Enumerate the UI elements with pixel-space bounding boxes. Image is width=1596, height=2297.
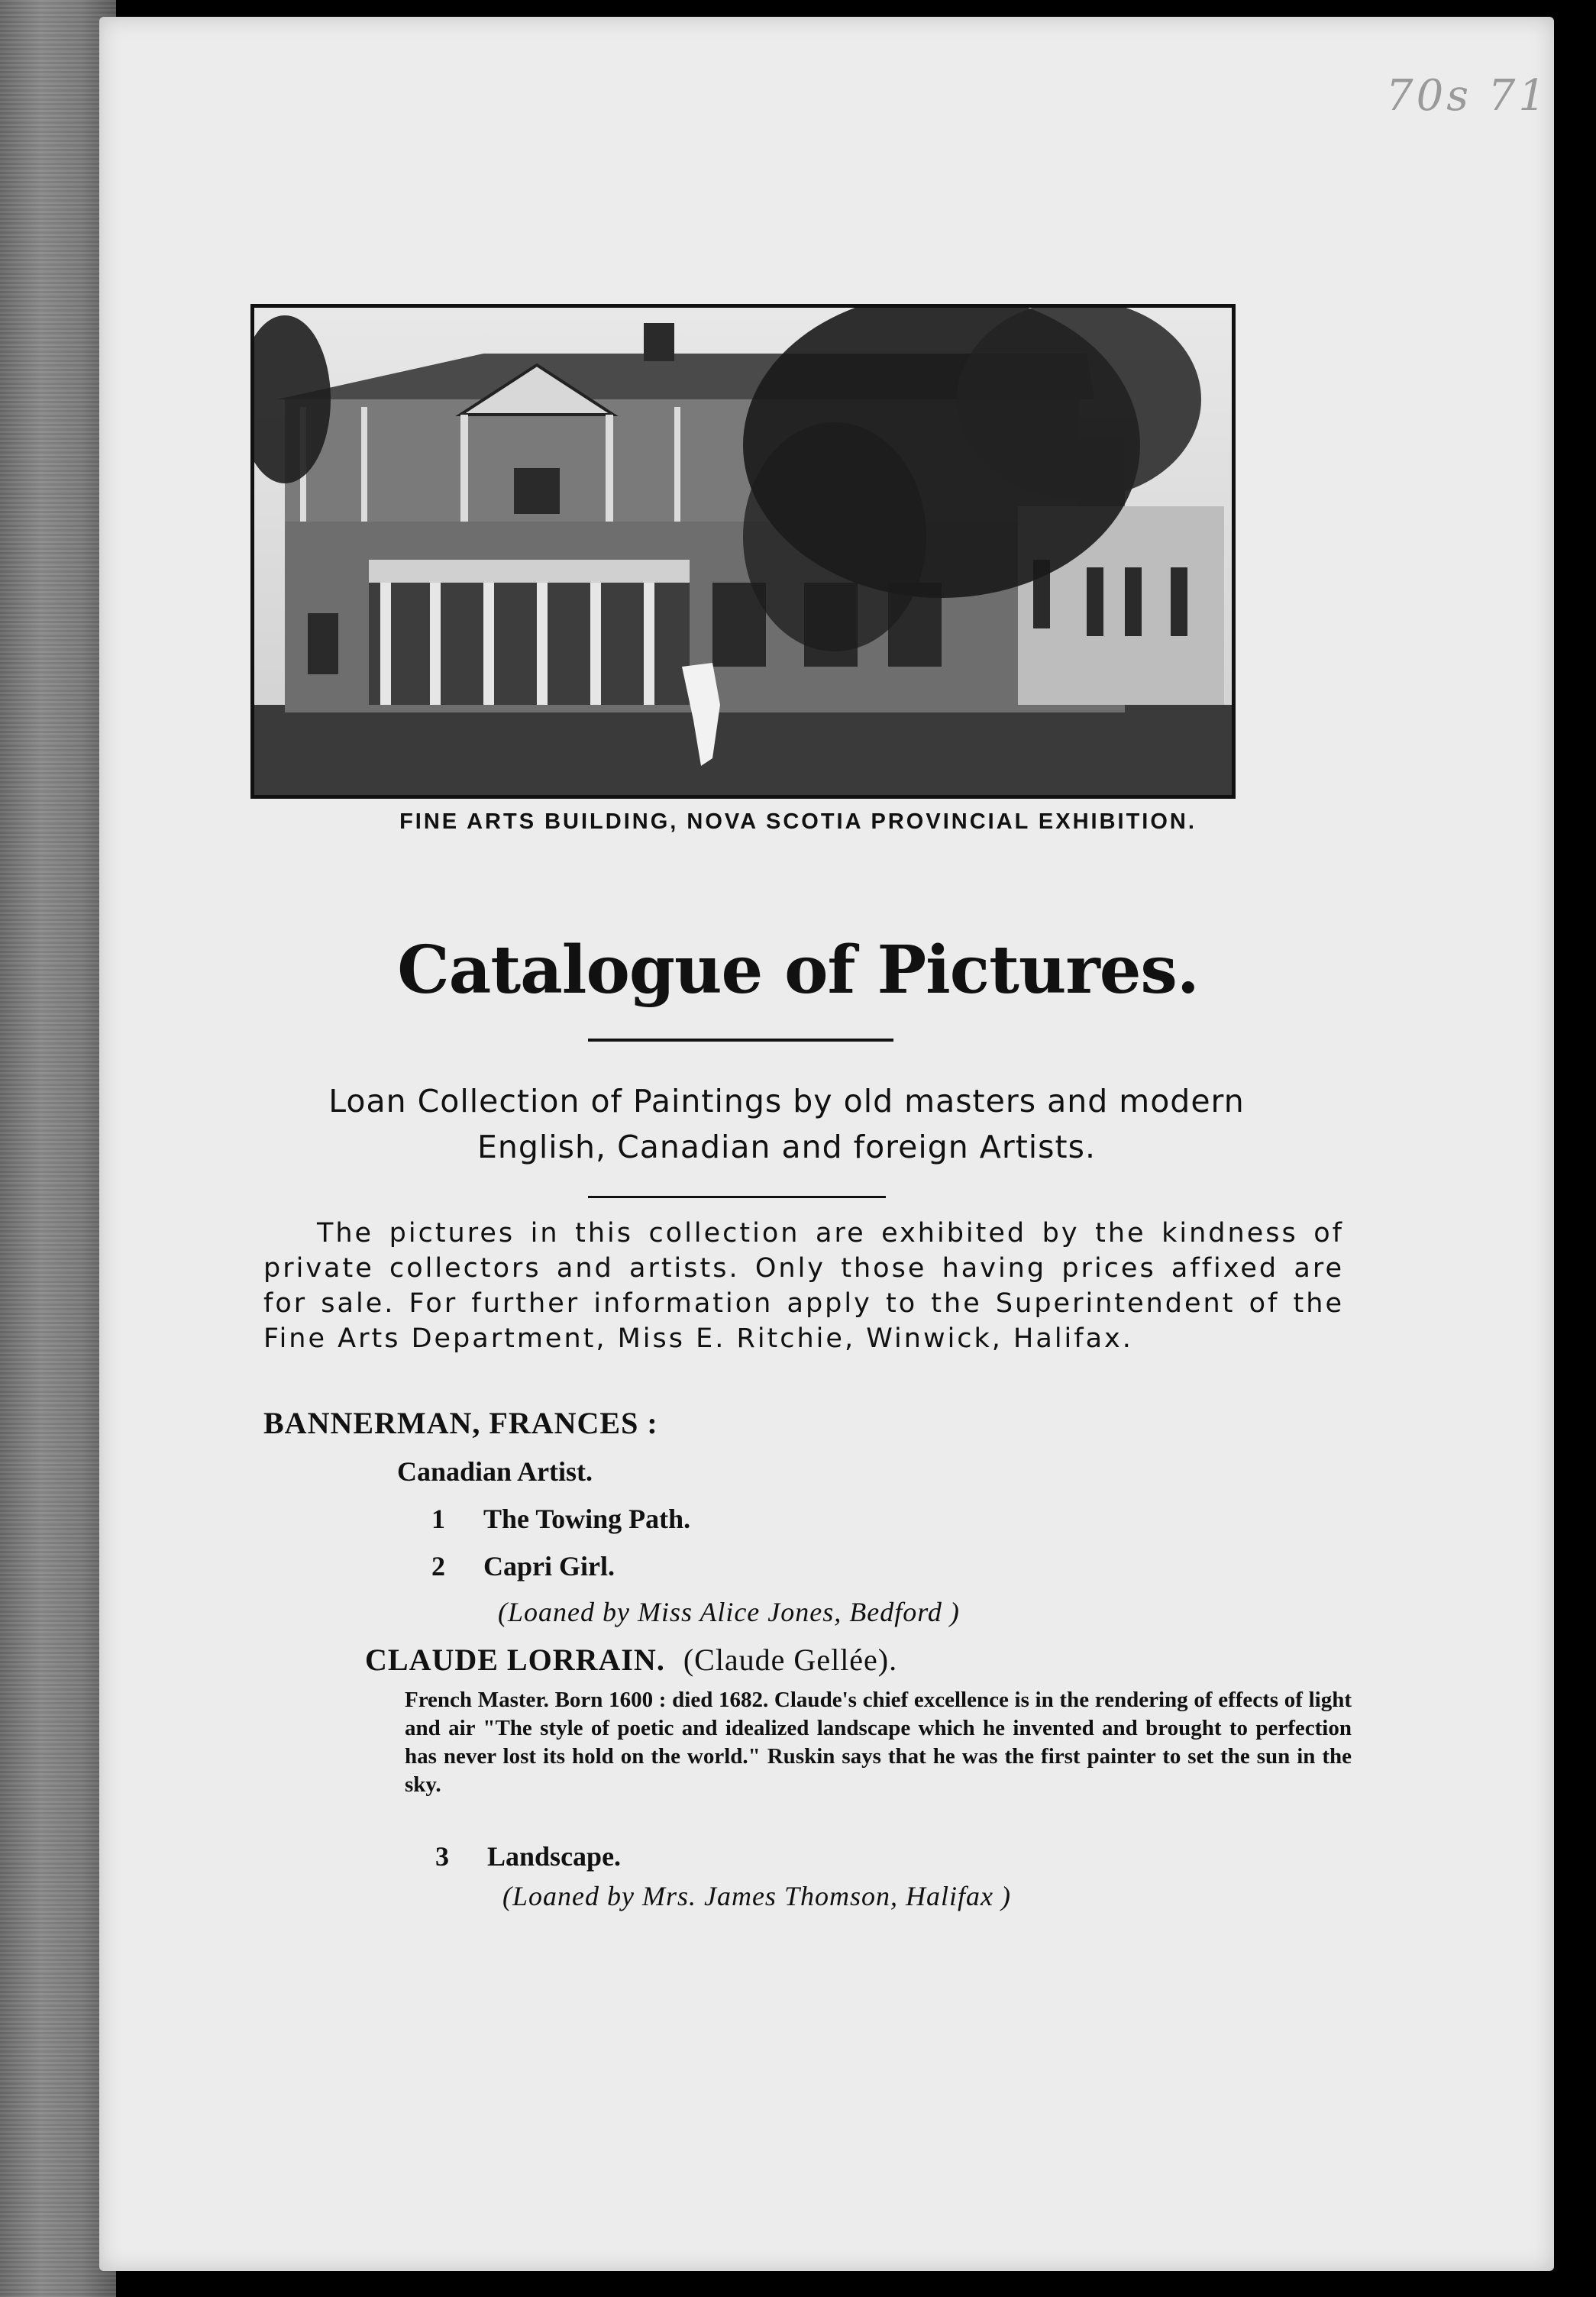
- building-photo-illustration: [254, 308, 1232, 795]
- loan-credit: (Loaned by Miss Alice Jones, Bedford ): [498, 1597, 960, 1627]
- subtitle: [229, 1078, 1344, 1170]
- page-title: Catalogue of Pictures.: [397, 932, 1199, 1009]
- artist-nationality: Canadian Artist.: [397, 1456, 593, 1487]
- artist-name: BANNERMAN, FRANCES :: [263, 1406, 658, 1440]
- building-photograph: [250, 304, 1236, 799]
- item-number: 1: [431, 1504, 445, 1534]
- subtitle-line-2: English, Canadian and foreign Artists.: [477, 1129, 1097, 1165]
- subtitle-divider: [588, 1196, 886, 1198]
- catalogue-item: [431, 1503, 690, 1535]
- catalogue-item: [431, 1550, 615, 1582]
- item-number: 2: [431, 1551, 445, 1581]
- title-divider: [588, 1039, 893, 1042]
- artist-name: CLAUDE LORRAIN.: [365, 1643, 665, 1677]
- artist-heading: [365, 1642, 897, 1678]
- handwritten-note: 70s 71: [1386, 71, 1549, 121]
- item-title: Landscape.: [487, 1841, 622, 1872]
- intro-paragraph: The pictures in this collection are exhibited by the kindness of private collectors and artists. Only those having prices affixed are for sale. For further information apply to the Superintendent of the Fine Arts Department, Miss E. Ritchie, Winwick, Halifax.: [263, 1218, 1344, 1354]
- item-title: The Towing Path.: [483, 1504, 691, 1534]
- artist-heading: [263, 1405, 658, 1441]
- item-title: Capri Girl.: [483, 1551, 615, 1581]
- photo-caption: FINE ARTS BUILDING, NOVA SCOTIA PROVINCIAL EXHIBITION.: [399, 809, 1197, 834]
- catalogue-item: [435, 1840, 621, 1872]
- loan-credit: (Loaned by Mrs. James Thomson, Halifax ): [502, 1881, 1011, 1911]
- subtitle-line-1: Loan Collection of Paintings by old masters and modern: [328, 1083, 1245, 1119]
- item-number: 3: [435, 1841, 449, 1872]
- artist-alias: (Claude Gellée).: [683, 1643, 898, 1677]
- artist-biography: French Master. Born 1600 : died 1682. Claude's chief excellence is in the rendering of effects of light and air "The style of poetic and idealized landscape which he invented and brought to perfection has never lost its hold on the world." Ruskin says that he was the first painter to set the sun in the sky.: [405, 1688, 1352, 1797]
